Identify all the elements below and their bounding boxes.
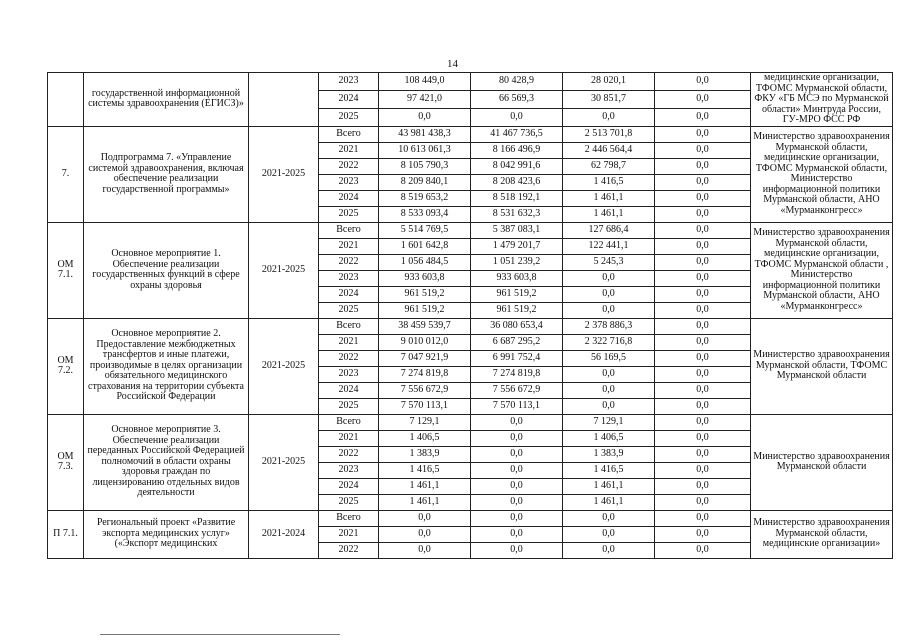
- total-amount-cell: 7 274 819,8: [379, 366, 471, 382]
- total-amount-cell: 0,0: [379, 510, 471, 526]
- federal-amount-cell: 933 603,8: [471, 270, 563, 286]
- year-cell: Всего: [319, 414, 379, 430]
- regional-amount-cell: 0,0: [563, 302, 655, 318]
- year-cell: 2023: [319, 174, 379, 190]
- other-amount-cell: 0,0: [655, 190, 751, 206]
- year-cell: 2023: [319, 366, 379, 382]
- regional-amount-cell: 0,0: [563, 286, 655, 302]
- total-amount-cell: 7 129,1: [379, 414, 471, 430]
- regional-amount-cell: 122 441,1: [563, 238, 655, 254]
- regional-amount-cell: 0,0: [563, 382, 655, 398]
- other-amount-cell: 0,0: [655, 462, 751, 478]
- federal-amount-cell: 41 467 736,5: [471, 126, 563, 142]
- executor-list: медицинские организации, ТФОМС Мурманской области, ФКУ «ГБ МСЭ по Мурманской области» Минтруда России, ГУ-МРО ФСС РФ: [751, 73, 893, 127]
- regional-amount-cell: 2 513 701,8: [563, 126, 655, 142]
- regional-amount-cell: 0,0: [563, 108, 655, 126]
- total-amount-cell: 38 459 539,7: [379, 318, 471, 334]
- total-amount-cell: 1 601 642,8: [379, 238, 471, 254]
- regional-amount-cell: 5 245,3: [563, 254, 655, 270]
- other-amount-cell: 0,0: [655, 222, 751, 238]
- year-cell: 2024: [319, 190, 379, 206]
- federal-amount-cell: 5 387 083,1: [471, 222, 563, 238]
- other-amount-cell: 0,0: [655, 366, 751, 382]
- regional-amount-cell: 56 169,5: [563, 350, 655, 366]
- year-cell: 2023: [319, 73, 379, 91]
- year-cell: 2021: [319, 526, 379, 542]
- total-amount-cell: 1 383,9: [379, 446, 471, 462]
- implementation-period: 2021-2025: [249, 414, 319, 510]
- other-amount-cell: 0,0: [655, 430, 751, 446]
- executor-list: Министерство здравоохранения Мурманской области: [751, 414, 893, 510]
- total-amount-cell: 7 556 672,9: [379, 382, 471, 398]
- federal-amount-cell: 8 042 991,6: [471, 158, 563, 174]
- federal-amount-cell: 0,0: [471, 494, 563, 510]
- federal-amount-cell: 0,0: [471, 526, 563, 542]
- other-amount-cell: 0,0: [655, 494, 751, 510]
- table-row: [48, 126, 893, 142]
- regional-amount-cell: 0,0: [563, 398, 655, 414]
- year-cell: 2022: [319, 542, 379, 558]
- other-amount-cell: 0,0: [655, 446, 751, 462]
- other-amount-cell: 0,0: [655, 158, 751, 174]
- item-number: ОМ 7.3.: [48, 414, 84, 510]
- page-bottom-edge: [100, 634, 340, 638]
- federal-amount-cell: 6 991 752,4: [471, 350, 563, 366]
- item-description: Региональный проект «Развитие экспорта медицинских услуг» («Экспорт медицинских: [84, 510, 249, 558]
- other-amount-cell: 0,0: [655, 318, 751, 334]
- federal-amount-cell: 961 519,2: [471, 286, 563, 302]
- other-amount-cell: 0,0: [655, 382, 751, 398]
- federal-amount-cell: 0,0: [471, 462, 563, 478]
- regional-amount-cell: 28 020,1: [563, 73, 655, 91]
- regional-amount-cell: 1 461,1: [563, 494, 655, 510]
- federal-amount-cell: 80 428,9: [471, 73, 563, 91]
- year-cell: Всего: [319, 126, 379, 142]
- year-cell: 2022: [319, 446, 379, 462]
- federal-amount-cell: 0,0: [471, 430, 563, 446]
- implementation-period: [249, 73, 319, 127]
- federal-amount-cell: 8 518 192,1: [471, 190, 563, 206]
- item-number: ОМ 7.1.: [48, 222, 84, 318]
- other-amount-cell: 0,0: [655, 90, 751, 108]
- total-amount-cell: 961 519,2: [379, 286, 471, 302]
- item-number: П 7.1.: [48, 510, 84, 558]
- federal-amount-cell: 6 687 295,2: [471, 334, 563, 350]
- other-amount-cell: 0,0: [655, 238, 751, 254]
- total-amount-cell: 7 570 113,1: [379, 398, 471, 414]
- total-amount-cell: 8 209 840,1: [379, 174, 471, 190]
- table-row: [48, 414, 893, 430]
- item-description: Основное мероприятие 3. Обеспечение реализации переданных Российской Федерацией полномочий в области охраны здоровья граждан по лицензированию отдельных видов деятельности: [84, 414, 249, 510]
- total-amount-cell: 43 981 438,3: [379, 126, 471, 142]
- item-description: Подпрограмма 7. «Управление системой здравоохранения, включая обеспечение реализации государственной программы»: [84, 126, 249, 222]
- other-amount-cell: 0,0: [655, 254, 751, 270]
- other-amount-cell: 0,0: [655, 398, 751, 414]
- total-amount-cell: 108 449,0: [379, 73, 471, 91]
- table-row: [48, 510, 893, 526]
- table-row: [48, 222, 893, 238]
- other-amount-cell: 0,0: [655, 510, 751, 526]
- regional-amount-cell: 1 416,5: [563, 174, 655, 190]
- total-amount-cell: 0,0: [379, 542, 471, 558]
- year-cell: 2025: [319, 302, 379, 318]
- year-cell: 2025: [319, 398, 379, 414]
- total-amount-cell: 10 613 061,3: [379, 142, 471, 158]
- item-description: Основное мероприятие 2. Предоставление межбюджетных трансфертов и иные платежи, производимые в целях организации обязательного медицинского страхования на территории субъекта Российской Федерации: [84, 318, 249, 414]
- federal-amount-cell: 0,0: [471, 478, 563, 494]
- other-amount-cell: 0,0: [655, 108, 751, 126]
- executor-list: Министерство здравоохранения Мурманской области, медицинские организации, ТФОМС Мурманской области , Министерство информационной политики Мурманской области, АНО «Мурманконгресс»: [751, 222, 893, 318]
- total-amount-cell: 7 047 921,9: [379, 350, 471, 366]
- other-amount-cell: 0,0: [655, 73, 751, 91]
- total-amount-cell: 1 056 484,5: [379, 254, 471, 270]
- year-cell: 2021: [319, 142, 379, 158]
- year-cell: 2024: [319, 90, 379, 108]
- federal-amount-cell: 0,0: [471, 414, 563, 430]
- federal-amount-cell: 7 570 113,1: [471, 398, 563, 414]
- year-cell: Всего: [319, 222, 379, 238]
- year-cell: 2025: [319, 494, 379, 510]
- regional-amount-cell: 0,0: [563, 542, 655, 558]
- regional-amount-cell: 2 378 886,3: [563, 318, 655, 334]
- total-amount-cell: 0,0: [379, 526, 471, 542]
- total-amount-cell: 933 603,8: [379, 270, 471, 286]
- item-number: [48, 73, 84, 127]
- implementation-period: 2021-2025: [249, 222, 319, 318]
- other-amount-cell: 0,0: [655, 526, 751, 542]
- federal-amount-cell: 0,0: [471, 542, 563, 558]
- federal-amount-cell: 0,0: [471, 446, 563, 462]
- other-amount-cell: 0,0: [655, 302, 751, 318]
- total-amount-cell: 8 533 093,4: [379, 206, 471, 222]
- total-amount-cell: 1 416,5: [379, 462, 471, 478]
- year-cell: 2022: [319, 158, 379, 174]
- total-amount-cell: 1 461,1: [379, 478, 471, 494]
- regional-amount-cell: 1 406,5: [563, 430, 655, 446]
- federal-amount-cell: 1 479 201,7: [471, 238, 563, 254]
- year-cell: 2022: [319, 254, 379, 270]
- federal-amount-cell: 0,0: [471, 510, 563, 526]
- page-number: 14: [447, 58, 458, 70]
- executor-list: Министерство здравоохранения Мурманской области, ТФОМС Мурманской области: [751, 318, 893, 414]
- implementation-period: 2021-2025: [249, 126, 319, 222]
- federal-amount-cell: 0,0: [471, 108, 563, 126]
- regional-amount-cell: 2 446 564,4: [563, 142, 655, 158]
- regional-amount-cell: 1 461,1: [563, 190, 655, 206]
- other-amount-cell: 0,0: [655, 270, 751, 286]
- other-amount-cell: 0,0: [655, 174, 751, 190]
- total-amount-cell: 9 010 012,0: [379, 334, 471, 350]
- regional-amount-cell: 0,0: [563, 270, 655, 286]
- program-funding-table: [47, 72, 893, 559]
- item-description: Основное мероприятие 1. Обеспечение реализации государственных функций в сфере охраны здоровья: [84, 222, 249, 318]
- federal-amount-cell: 961 519,2: [471, 302, 563, 318]
- year-cell: 2024: [319, 286, 379, 302]
- other-amount-cell: 0,0: [655, 414, 751, 430]
- item-number: 7.: [48, 126, 84, 222]
- year-cell: 2021: [319, 238, 379, 254]
- other-amount-cell: 0,0: [655, 206, 751, 222]
- federal-amount-cell: 7 274 819,8: [471, 366, 563, 382]
- year-cell: 2024: [319, 478, 379, 494]
- regional-amount-cell: 0,0: [563, 526, 655, 542]
- year-cell: Всего: [319, 510, 379, 526]
- regional-amount-cell: 0,0: [563, 366, 655, 382]
- year-cell: 2024: [319, 382, 379, 398]
- other-amount-cell: 0,0: [655, 286, 751, 302]
- total-amount-cell: 961 519,2: [379, 302, 471, 318]
- other-amount-cell: 0,0: [655, 142, 751, 158]
- total-amount-cell: 1 461,1: [379, 494, 471, 510]
- other-amount-cell: 0,0: [655, 334, 751, 350]
- total-amount-cell: 8 105 790,3: [379, 158, 471, 174]
- total-amount-cell: 97 421,0: [379, 90, 471, 108]
- regional-amount-cell: 1 461,1: [563, 206, 655, 222]
- year-cell: 2023: [319, 462, 379, 478]
- regional-amount-cell: 1 416,5: [563, 462, 655, 478]
- year-cell: 2025: [319, 108, 379, 126]
- federal-amount-cell: 66 569,3: [471, 90, 563, 108]
- implementation-period: 2021-2024: [249, 510, 319, 558]
- year-cell: Всего: [319, 318, 379, 334]
- executor-list: Министерство здравоохранения Мурманской области, медицинские организации, ТФОМС Мурманской области, Министерство информационной политики Мурманской области, АНО «Мурманконгресс»: [751, 126, 893, 222]
- year-cell: 2025: [319, 206, 379, 222]
- year-cell: 2021: [319, 430, 379, 446]
- regional-amount-cell: 62 798,7: [563, 158, 655, 174]
- other-amount-cell: 0,0: [655, 478, 751, 494]
- federal-amount-cell: 8 531 632,3: [471, 206, 563, 222]
- regional-amount-cell: 2 322 716,8: [563, 334, 655, 350]
- regional-amount-cell: 0,0: [563, 510, 655, 526]
- federal-amount-cell: 36 080 653,4: [471, 318, 563, 334]
- other-amount-cell: 0,0: [655, 126, 751, 142]
- year-cell: 2021: [319, 334, 379, 350]
- item-description: государственной информационной системы здравоохранения (ЕГИСЗ)»: [84, 73, 249, 127]
- regional-amount-cell: 127 686,4: [563, 222, 655, 238]
- total-amount-cell: 1 406,5: [379, 430, 471, 446]
- total-amount-cell: 5 514 769,5: [379, 222, 471, 238]
- other-amount-cell: 0,0: [655, 542, 751, 558]
- federal-amount-cell: 7 556 672,9: [471, 382, 563, 398]
- federal-amount-cell: 1 051 239,2: [471, 254, 563, 270]
- item-number: ОМ 7.2.: [48, 318, 84, 414]
- executor-list: Министерство здравоохранения Мурманской области, медицинские организации»: [751, 510, 893, 558]
- year-cell: 2022: [319, 350, 379, 366]
- federal-amount-cell: 8 166 496,9: [471, 142, 563, 158]
- other-amount-cell: 0,0: [655, 350, 751, 366]
- year-cell: 2023: [319, 270, 379, 286]
- table-row: [48, 73, 893, 91]
- implementation-period: 2021-2025: [249, 318, 319, 414]
- federal-amount-cell: 8 208 423,6: [471, 174, 563, 190]
- regional-amount-cell: 1 383,9: [563, 446, 655, 462]
- regional-amount-cell: 7 129,1: [563, 414, 655, 430]
- table-row: [48, 318, 893, 334]
- total-amount-cell: 0,0: [379, 108, 471, 126]
- regional-amount-cell: 30 851,7: [563, 90, 655, 108]
- regional-amount-cell: 1 461,1: [563, 478, 655, 494]
- total-amount-cell: 8 519 653,2: [379, 190, 471, 206]
